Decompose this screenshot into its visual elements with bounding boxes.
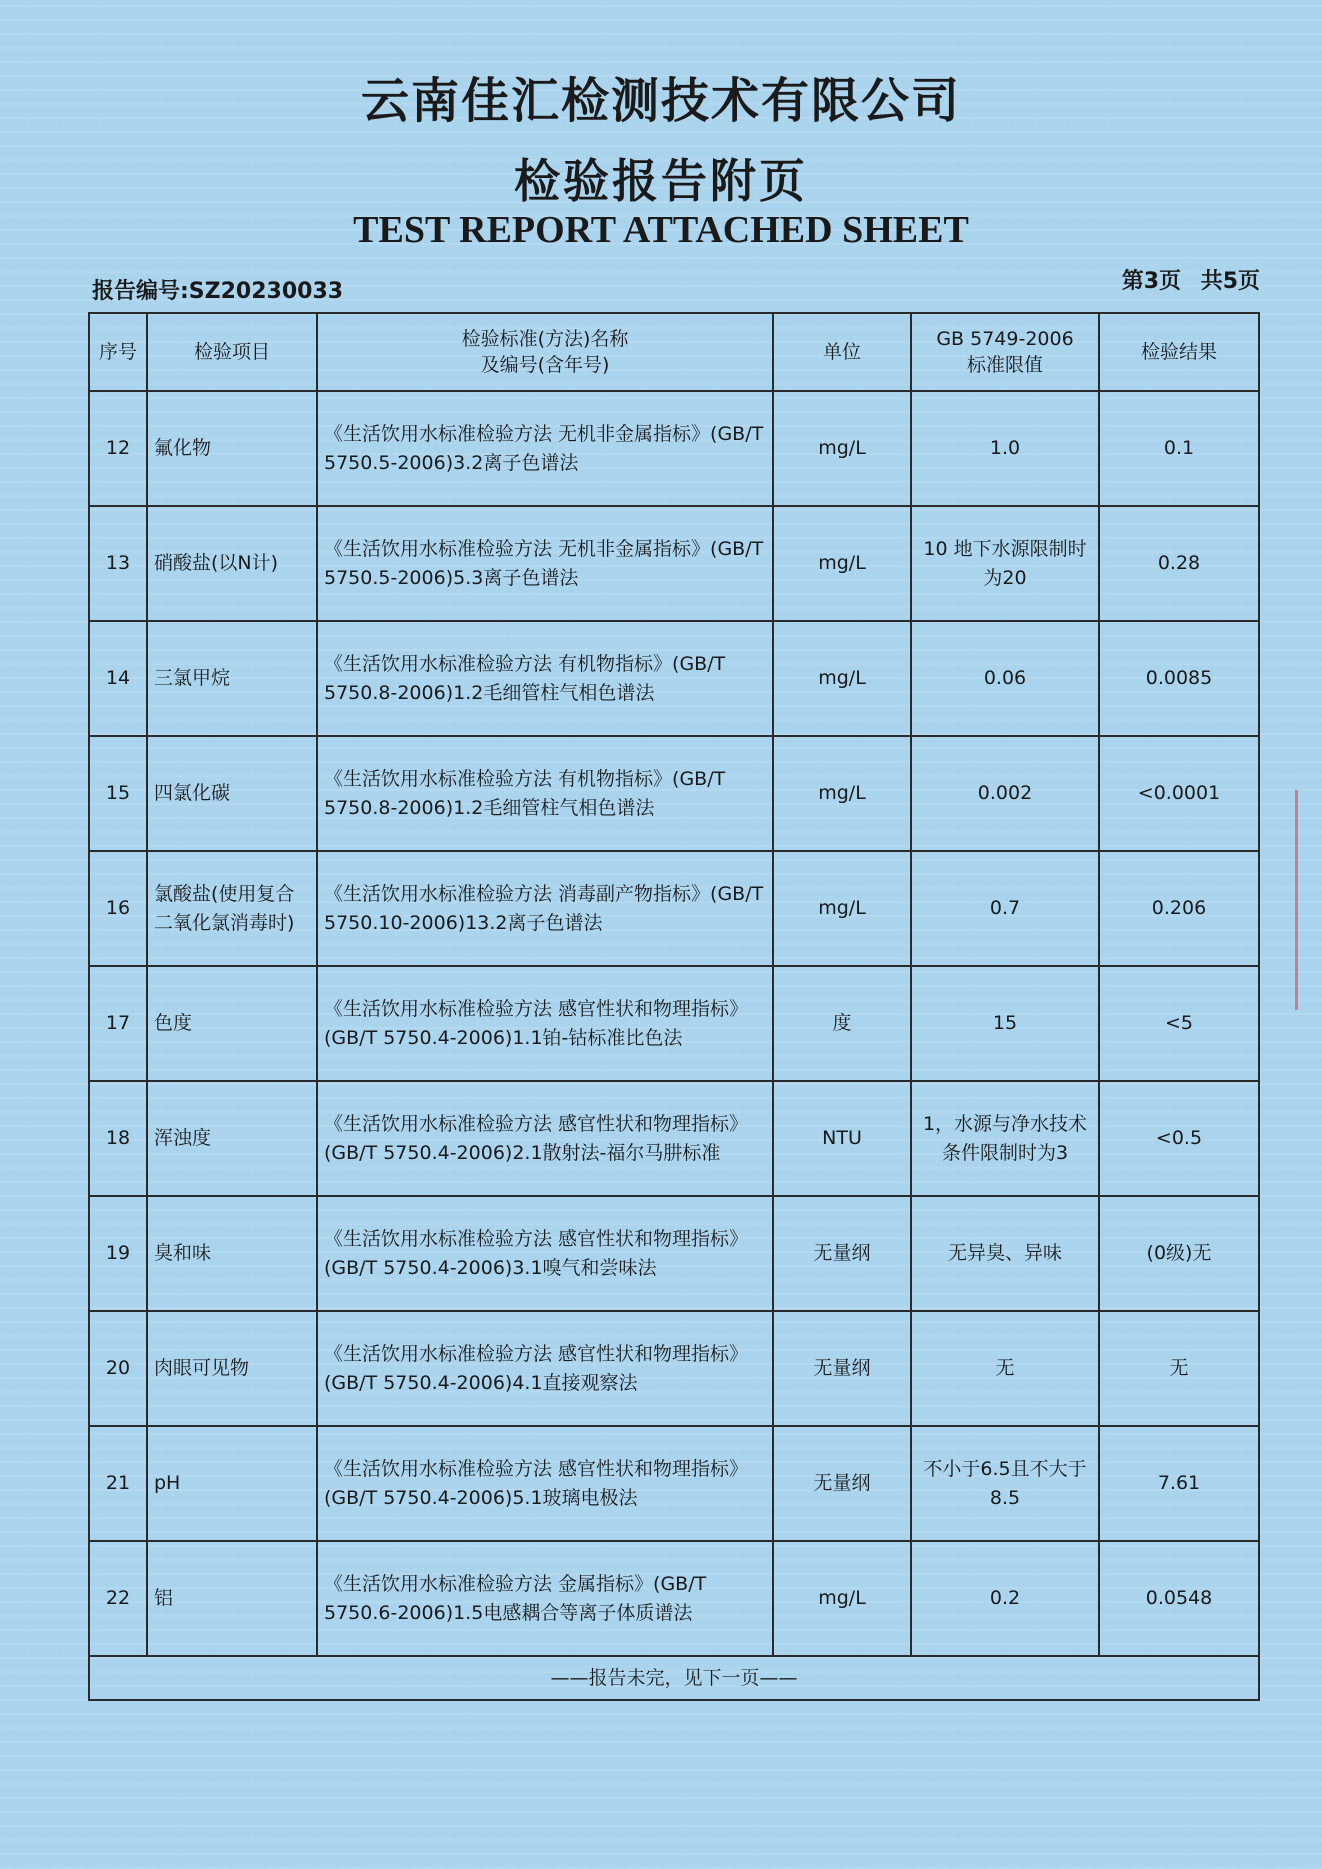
page-title-cn: 检验报告附页 bbox=[514, 154, 808, 208]
cell-unit: mg/L bbox=[773, 1541, 911, 1656]
table-header-row bbox=[89, 313, 1259, 391]
table-row bbox=[89, 736, 1259, 851]
cell-item: 铝 bbox=[147, 1541, 317, 1656]
cell-no: 17 bbox=[89, 966, 147, 1081]
cell-unit: 无量纲 bbox=[773, 1311, 911, 1426]
cell-method: 《生活饮用水标准检验方法 感官性状和物理指标》(GB/T 5750.4-2006)3.1嗅气和尝味法 bbox=[317, 1196, 773, 1311]
seal-stamp-edge bbox=[1295, 790, 1322, 1010]
table-row bbox=[89, 506, 1259, 621]
cell-limit: 0.7 bbox=[911, 851, 1099, 966]
cell-limit: 15 bbox=[911, 966, 1099, 1081]
cell-item: pH bbox=[147, 1426, 317, 1541]
cell-limit: 0.2 bbox=[911, 1541, 1099, 1656]
cell-method: 《生活饮用水标准检验方法 感官性状和物理指标》(GB/T 5750.4-2006)4.1直接观察法 bbox=[317, 1311, 773, 1426]
cell-result: 0.28 bbox=[1099, 506, 1259, 621]
cell-result: 无 bbox=[1099, 1311, 1259, 1426]
cell-unit: NTU bbox=[773, 1081, 911, 1196]
cell-result: <5 bbox=[1099, 966, 1259, 1081]
cell-limit: 1.0 bbox=[911, 391, 1099, 506]
company-name: 云南佳汇检测技术有限公司 bbox=[360, 73, 961, 129]
header-method bbox=[317, 313, 773, 391]
cell-method: 《生活饮用水标准检验方法 金属指标》(GB/T 5750.6-2006)1.5电感耦合等离子体质谱法 bbox=[317, 1541, 773, 1656]
table-row bbox=[89, 851, 1259, 966]
cell-item: 氯酸盐(使用复合二氧化氯消毒时) bbox=[147, 851, 317, 966]
cell-limit: 1，水源与净水技术条件限制时为3 bbox=[911, 1081, 1099, 1196]
header-limit-line1: GB 5749-2006 bbox=[936, 328, 1074, 350]
table-row bbox=[89, 1426, 1259, 1541]
cell-no: 13 bbox=[89, 506, 147, 621]
cell-no: 14 bbox=[89, 621, 147, 736]
cell-no: 21 bbox=[89, 1426, 147, 1541]
cell-item: 肉眼可见物 bbox=[147, 1311, 317, 1426]
cell-limit: 无 bbox=[911, 1311, 1099, 1426]
cell-no: 12 bbox=[89, 391, 147, 506]
cell-result: 7.61 bbox=[1099, 1426, 1259, 1541]
table-row bbox=[89, 391, 1259, 506]
cell-method: 《生活饮用水标准检验方法 感官性状和物理指标》(GB/T 5750.4-2006)2.1散射法-福尔马肼标准 bbox=[317, 1081, 773, 1196]
table-row bbox=[89, 621, 1259, 736]
cell-item: 浑浊度 bbox=[147, 1081, 317, 1196]
table-row bbox=[89, 1081, 1259, 1196]
header-item: 检验项目 bbox=[147, 313, 317, 391]
cell-unit: 无量纲 bbox=[773, 1196, 911, 1311]
cell-result: <0.5 bbox=[1099, 1081, 1259, 1196]
cell-no: 18 bbox=[89, 1081, 147, 1196]
cell-no: 22 bbox=[89, 1541, 147, 1656]
header-result: 检验结果 bbox=[1099, 313, 1259, 391]
table-row bbox=[89, 1196, 1259, 1311]
cell-item: 三氯甲烷 bbox=[147, 621, 317, 736]
cell-result: 0.0085 bbox=[1099, 621, 1259, 736]
cell-unit: mg/L bbox=[773, 391, 911, 506]
cell-result: 0.1 bbox=[1099, 391, 1259, 506]
page-total: 共5页 bbox=[1200, 269, 1260, 294]
cell-method: 《生活饮用水标准检验方法 无机非金属指标》(GB/T 5750.5-2006)3.2离子色谱法 bbox=[317, 391, 773, 506]
header-limit-line2: 标准限值 bbox=[966, 354, 1043, 376]
cell-no: 19 bbox=[89, 1196, 147, 1311]
cell-unit: 无量纲 bbox=[773, 1426, 911, 1541]
report-number: 报告编号:SZ20230033 bbox=[92, 279, 344, 304]
cell-unit: mg/L bbox=[773, 851, 911, 966]
table-row bbox=[89, 966, 1259, 1081]
cell-result: (0级)无 bbox=[1099, 1196, 1259, 1311]
cell-unit: 度 bbox=[773, 966, 911, 1081]
cell-limit: 0.002 bbox=[911, 736, 1099, 851]
table-row bbox=[89, 1541, 1259, 1656]
cell-item: 臭和味 bbox=[147, 1196, 317, 1311]
cell-method: 《生活饮用水标准检验方法 有机物指标》(GB/T 5750.8-2006)1.2毛细管柱气相色谱法 bbox=[317, 621, 773, 736]
cell-limit: 不小于6.5且不大于8.5 bbox=[911, 1426, 1099, 1541]
cell-unit: mg/L bbox=[773, 736, 911, 851]
page-current: 第3页 bbox=[1121, 269, 1182, 294]
cell-item: 氟化物 bbox=[147, 391, 317, 506]
cell-result: <0.0001 bbox=[1099, 736, 1259, 851]
cell-result: 0.0548 bbox=[1099, 1541, 1259, 1656]
cell-no: 16 bbox=[89, 851, 147, 966]
cell-no: 15 bbox=[89, 736, 147, 851]
cell-unit: mg/L bbox=[773, 621, 911, 736]
cell-limit: 无异臭、异味 bbox=[911, 1196, 1099, 1311]
cell-limit: 10 地下水源限制时为20 bbox=[911, 506, 1099, 621]
table-row bbox=[89, 1311, 1259, 1426]
cell-no: 20 bbox=[89, 1311, 147, 1426]
cell-method: 《生活饮用水标准检验方法 消毒副产物指标》(GB/T 5750.10-2006)13.2离子色谱法 bbox=[317, 851, 773, 966]
results-table bbox=[88, 312, 1260, 1701]
header-no: 序号 bbox=[89, 313, 147, 391]
cell-item: 硝酸盐(以N计) bbox=[147, 506, 317, 621]
cell-result: 0.206 bbox=[1099, 851, 1259, 966]
page-indicator bbox=[1110, 264, 1260, 295]
page-title-en: TEST REPORT ATTACHED SHEET bbox=[353, 209, 969, 251]
header-limit bbox=[911, 313, 1099, 391]
cell-method: 《生活饮用水标准检验方法 有机物指标》(GB/T 5750.8-2006)1.2毛细管柱气相色谱法 bbox=[317, 736, 773, 851]
report-continued-note: ——报告未完，见下一页—— bbox=[89, 1656, 1259, 1700]
cell-item: 四氯化碳 bbox=[147, 736, 317, 851]
cell-method: 《生活饮用水标准检验方法 感官性状和物理指标》(GB/T 5750.4-2006)1.1铂-钴标准比色法 bbox=[317, 966, 773, 1081]
cell-method: 《生活饮用水标准检验方法 感官性状和物理指标》(GB/T 5750.4-2006)5.1玻璃电极法 bbox=[317, 1426, 773, 1541]
header-method-line2: 及编号(含年号) bbox=[480, 354, 610, 376]
header-unit: 单位 bbox=[773, 313, 911, 391]
cell-item: 色度 bbox=[147, 966, 317, 1081]
cell-limit: 0.06 bbox=[911, 621, 1099, 736]
cell-method: 《生活饮用水标准检验方法 无机非金属指标》(GB/T 5750.5-2006)5.3离子色谱法 bbox=[317, 506, 773, 621]
cell-unit: mg/L bbox=[773, 506, 911, 621]
table-footer-row bbox=[89, 1656, 1259, 1700]
header-method-line1: 检验标准(方法)名称 bbox=[461, 328, 629, 350]
